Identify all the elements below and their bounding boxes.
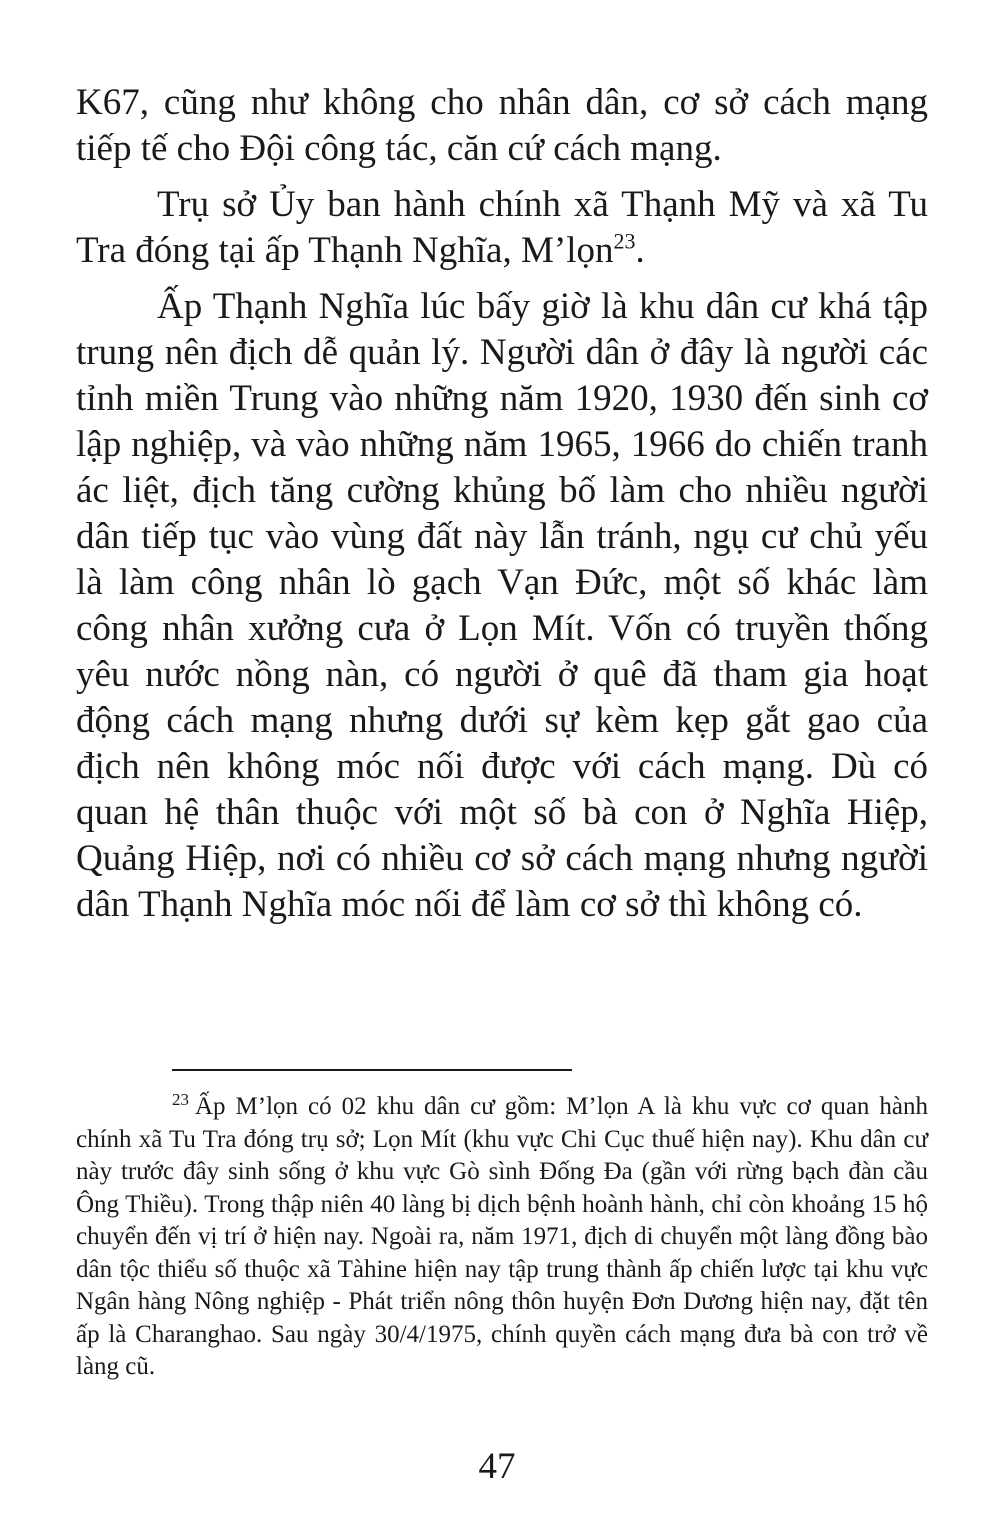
paragraph-1 bbox=[76, 80, 928, 172]
paragraph-2-text: Trụ sở Ủy ban hành chính xã Thạnh Mỹ và xã Tu Tra đóng tại ấp Thạnh Nghĩa, M’lọn bbox=[76, 184, 928, 271]
paragraph-2 bbox=[76, 182, 928, 274]
footnote-marker: 23 bbox=[172, 1089, 189, 1109]
footnote-text: Ấp M’lọn có 02 khu dân cư gồm: M’lọn A là khu vực cơ quan hành chính xã Tu Tra đóng trụ sở; Lọn Mít (khu vực Chi Cục thuế hiện nay). Khu dân cư này trước đây sinh sống ở khu vực Gò sình Đống Đa (gần với rừng bạch đàn cầu Ông Thiều). Trong thập niên 40 làng bị dịch bệnh hoành hành, chỉ còn khoảng 15 hộ chuyển đến vị trí ở hiện nay. Ngoài ra, năm 1971, địch di chuyển một làng đồng bào dân tộc thiểu số thuộc xã Tàhine hiện nay tập trung thành ấp chiến lược tại khu vực Ngân hàng Nông nghiệp - Phát triển nông thôn huyện Đơn Dương hiện nay, đặt tên ấp là Charanghao. Sau ngày 30/4/1975, chính quyền cách mạng đưa bà con trở về làng cũ. bbox=[76, 1093, 928, 1380]
main-text bbox=[76, 80, 928, 928]
footnote-separator bbox=[172, 1069, 572, 1071]
page-number: 47 bbox=[478, 1446, 516, 1487]
footnote bbox=[76, 1091, 928, 1384]
paragraph-1-text: K67, cũng như không cho nhân dân, cơ sở cách mạng tiếp tế cho Đội công tác, căn cứ cách mạng. bbox=[76, 82, 928, 169]
paragraph-2-end: . bbox=[635, 230, 645, 271]
paragraph-3-text: Ấp Thạnh Nghĩa lúc bấy giờ là khu dân cư khá tập trung nên địch dễ quản lý. Người dân ở đây là người các tỉnh miền Trung vào những năm 1920, 1930 đến sinh cơ lập nghiệp, và vào những năm 1965, 1966 do chiến tranh ác liệt, địch tăng cường khủng bố làm cho nhiều người dân tiếp tục vào vùng đất này lẫn tránh, ngụ cư chủ yếu là làm công nhân lò gạch Vạn Đức, một số khác làm công nhân xưởng cưa ở Lọn Mít. Vốn có truyền thống yêu nước nồng nàn, có người ở quê đã tham gia hoạt động cách mạng nhưng dưới sự kèm kẹp gắt gao của địch nên không móc nối được với cách mạng. Dù có quan hệ thân thuộc với một số bà con ở Nghĩa Hiệp, Quảng Hiệp, nơi có nhiều cơ sở cách mạng nhưng người dân Thạnh Nghĩa móc nối để làm cơ sở thì không có. bbox=[76, 286, 928, 925]
footnote-reference[interactable]: 23 bbox=[613, 228, 636, 254]
page-body bbox=[76, 80, 928, 928]
paragraph-3 bbox=[76, 284, 928, 928]
